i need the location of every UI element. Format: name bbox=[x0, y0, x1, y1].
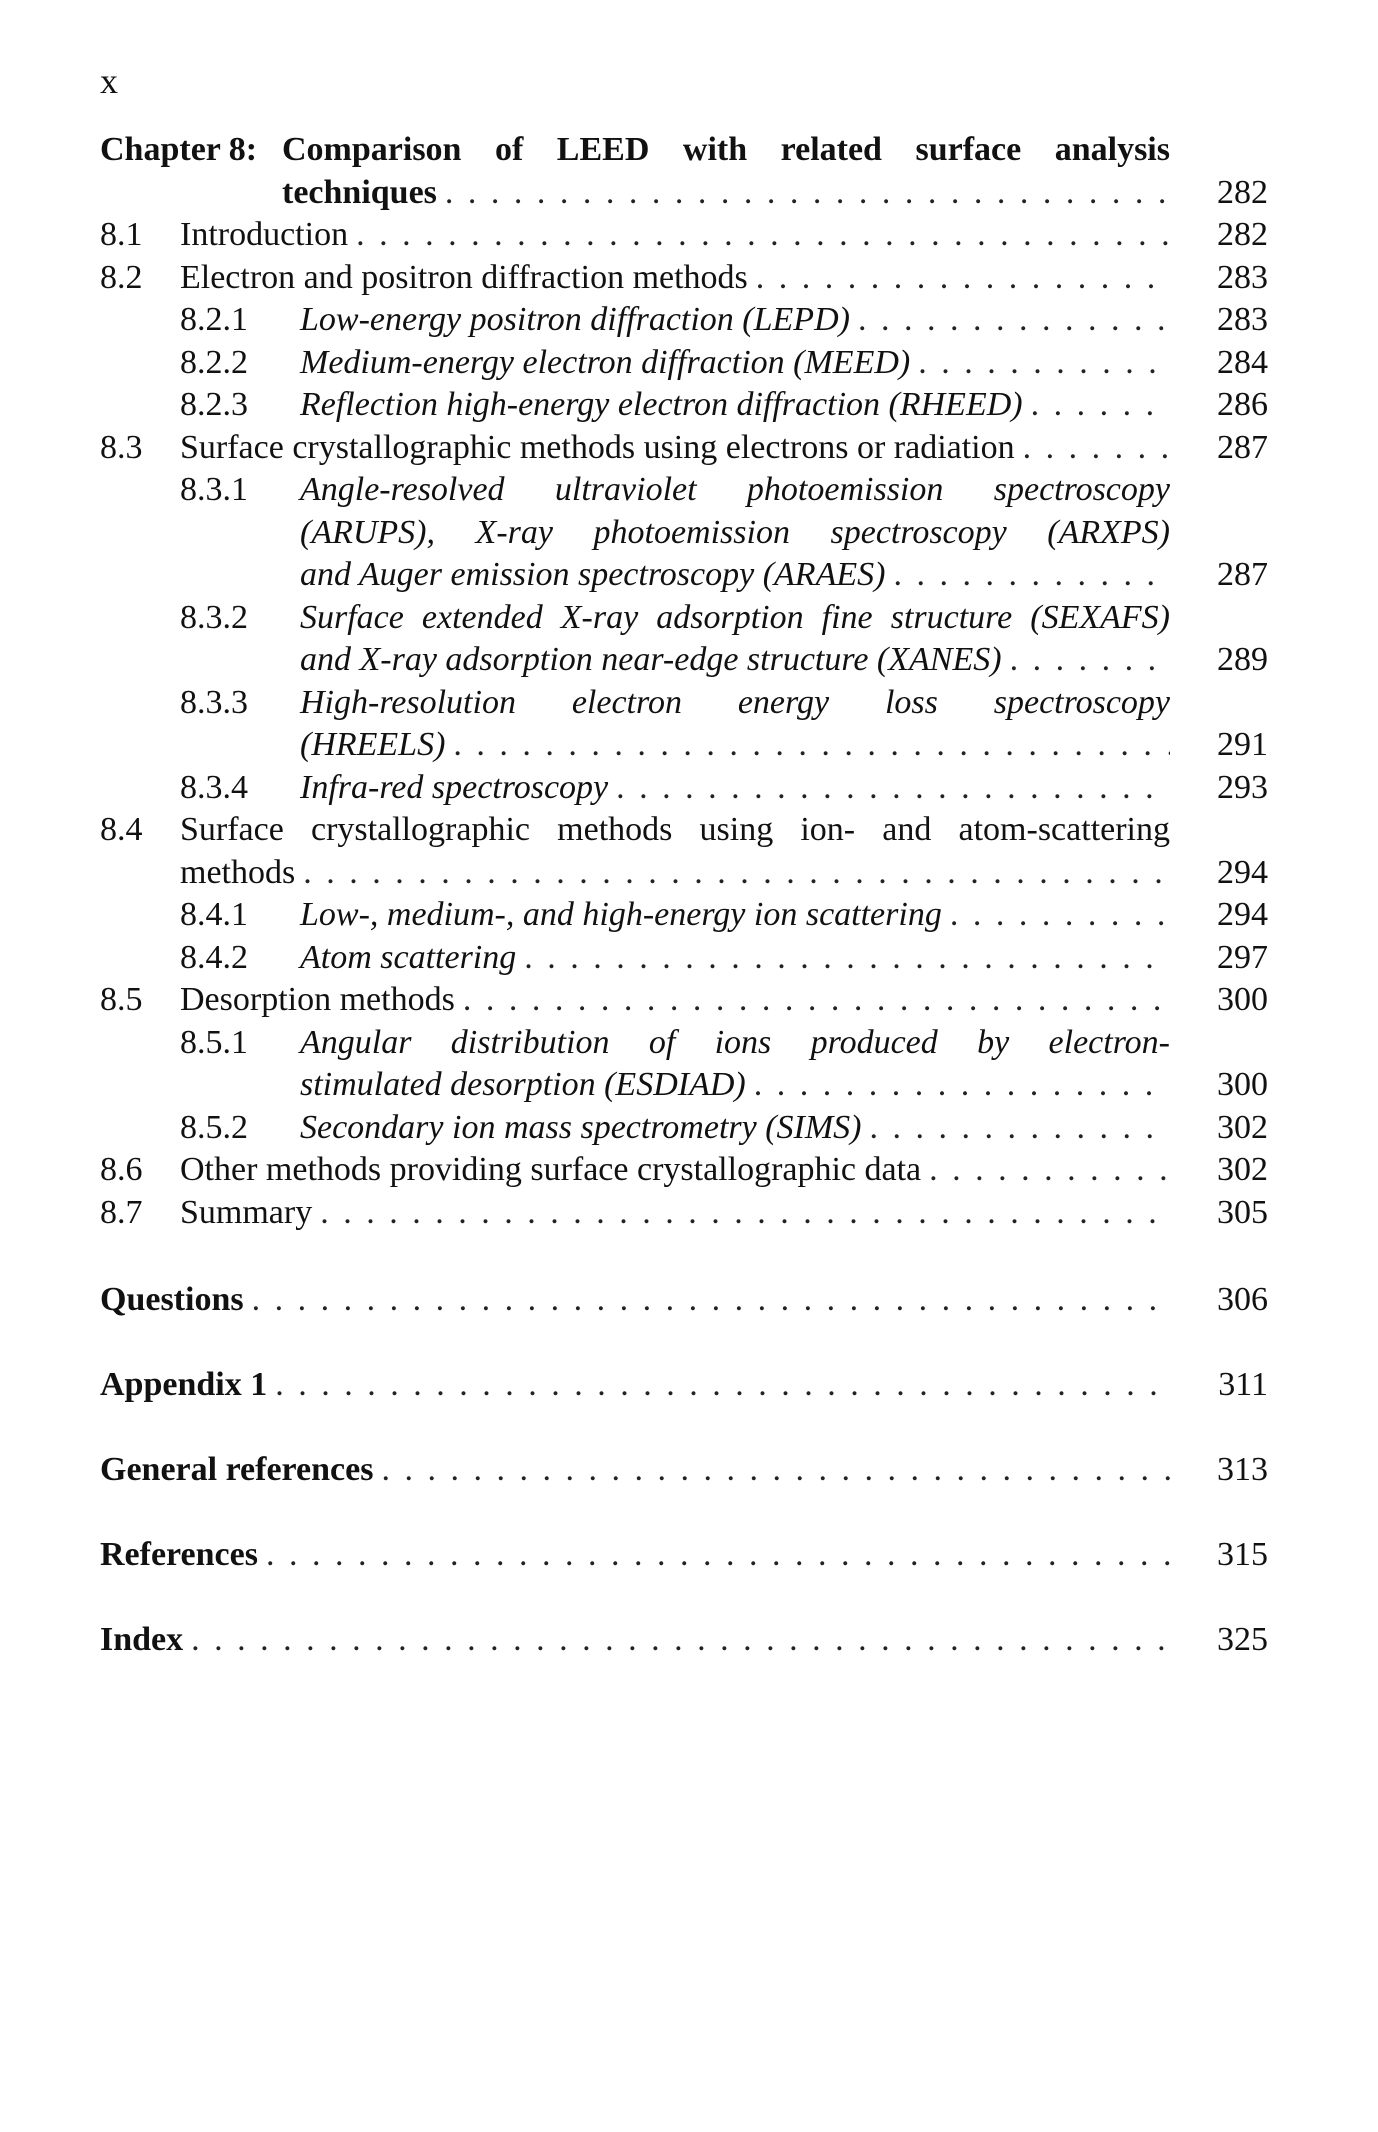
page-ref: 287 bbox=[1217, 428, 1268, 466]
section-title: Secondary ion mass spectrometry (SIMS) bbox=[300, 1108, 862, 1146]
dot-leader bbox=[1023, 427, 1170, 470]
dot-leader bbox=[870, 1107, 1171, 1150]
dot-leader bbox=[616, 767, 1170, 810]
section-title: Electron and positron diffraction methods bbox=[180, 258, 748, 296]
page-ref: 300 bbox=[1217, 1066, 1268, 1103]
section-number: 8.5 bbox=[100, 981, 143, 1018]
table-of-contents bbox=[100, 128, 1268, 1661]
toc-entry-8-2-2 bbox=[100, 342, 1268, 385]
back-matter-title: Questions bbox=[100, 1281, 244, 1318]
page-number: x bbox=[100, 61, 118, 101]
dot-leader bbox=[1010, 639, 1170, 682]
page-ref: 315 bbox=[1217, 1536, 1268, 1573]
section-title: Atom scattering bbox=[300, 938, 517, 976]
section-number: 8.3 bbox=[100, 428, 143, 466]
toc-entry-8-3-1 bbox=[100, 469, 1268, 597]
chapter-page: 282 bbox=[1217, 174, 1268, 211]
dot-leader bbox=[356, 214, 1170, 257]
dot-leader bbox=[303, 852, 1170, 895]
dot-leader bbox=[918, 342, 1170, 385]
page-ref: 300 bbox=[1217, 981, 1268, 1018]
dot-leader bbox=[266, 1534, 1170, 1576]
page-ref: 293 bbox=[1217, 768, 1268, 806]
section-number: 8.2 bbox=[100, 258, 143, 296]
back-matter-title: General references bbox=[100, 1451, 374, 1488]
chapter-heading bbox=[100, 128, 1268, 214]
section-title-line: (ARUPS), X-ray photoemission spectroscopy (ARXPS) bbox=[300, 513, 1170, 551]
page-ref: 286 bbox=[1217, 386, 1268, 423]
chapter-title-line-1: Comparison of LEED with related surface analysis bbox=[282, 131, 1170, 168]
section-title: Introduction bbox=[180, 216, 349, 253]
toc-entry-8-2-1 bbox=[100, 299, 1268, 342]
section-title: Other methods providing surface crystallographic data bbox=[180, 1151, 922, 1188]
section-number: 8.5.2 bbox=[180, 1108, 248, 1146]
section-title-line: and Auger emission spectroscopy (ARAES) bbox=[300, 556, 886, 593]
section-title-line: stimulated desorption (ESDIAD) bbox=[300, 1066, 746, 1103]
toc-entry-8-5 bbox=[100, 979, 1268, 1022]
section-title-line: Angular distribution of ions produced by electron- bbox=[300, 1023, 1170, 1061]
section-title: Desorption methods bbox=[180, 981, 455, 1018]
toc-entry-8-1 bbox=[100, 214, 1268, 257]
section-title: Summary bbox=[180, 1193, 313, 1231]
page-ref: 302 bbox=[1217, 1151, 1268, 1188]
section-number: 8.4 bbox=[100, 811, 143, 848]
page-ref: 283 bbox=[1217, 258, 1268, 296]
section-number: 8.2.1 bbox=[180, 301, 248, 338]
page-ref: 306 bbox=[1217, 1281, 1268, 1318]
dot-leader bbox=[524, 937, 1170, 980]
section-number: 8.4.1 bbox=[180, 896, 248, 933]
toc-general-references bbox=[100, 1449, 1268, 1491]
section-number: 8.3.1 bbox=[180, 471, 248, 508]
section-number: 8.7 bbox=[100, 1193, 143, 1231]
page-ref: 325 bbox=[1217, 1621, 1268, 1658]
dot-leader bbox=[463, 979, 1170, 1022]
section-number: 8.6 bbox=[100, 1151, 143, 1188]
section-title: Low-energy positron diffraction (LEPD) bbox=[300, 301, 850, 338]
chapter-label: Chapter 8: bbox=[100, 131, 258, 168]
toc-entry-8-2-3 bbox=[100, 384, 1268, 427]
section-title-line: methods bbox=[180, 853, 296, 891]
page-ref: 282 bbox=[1217, 216, 1268, 253]
section-number: 8.4.2 bbox=[180, 938, 248, 976]
section-title-line: Angle-resolved ultraviolet photoemission spectroscopy bbox=[300, 471, 1170, 508]
chapter-title-line-2: techniques . . . bbox=[282, 171, 1170, 214]
section-number: 8.1 bbox=[100, 216, 143, 253]
page-ref: 305 bbox=[1217, 1193, 1268, 1231]
dot-leader bbox=[381, 1449, 1170, 1491]
page-ref: 284 bbox=[1217, 343, 1268, 381]
section-title-line: (HREELS) bbox=[300, 726, 446, 763]
dot-leader bbox=[275, 1364, 1170, 1406]
back-matter-title: References bbox=[100, 1536, 258, 1573]
toc-entry-8-3 bbox=[100, 427, 1268, 470]
dot-leader bbox=[1031, 384, 1170, 427]
toc-entry-8-3-3 bbox=[100, 682, 1268, 767]
toc-entry-8-7 bbox=[100, 1192, 1268, 1235]
section-title-line: Surface crystallographic methods using ion- and atom-scattering bbox=[180, 811, 1170, 848]
dot-leader bbox=[320, 1192, 1170, 1235]
toc-references bbox=[100, 1534, 1268, 1576]
toc-entry-8-5-1 bbox=[100, 1022, 1268, 1107]
toc-appendix-1 bbox=[100, 1364, 1268, 1406]
section-title-line: and X-ray adsorption near-edge structure (XANES) bbox=[300, 641, 1002, 678]
dot-leader bbox=[756, 257, 1170, 300]
section-title-line: Surface extended X-ray adsorption fine structure (SEXAFS) bbox=[300, 598, 1170, 636]
section-title-line: High-resolution electron energy loss spectroscopy bbox=[300, 683, 1170, 721]
page-ref: 294 bbox=[1217, 896, 1268, 933]
section-number: 8.2.3 bbox=[180, 386, 248, 423]
toc-entry-8-3-2 bbox=[100, 597, 1268, 682]
page-ref: 313 bbox=[1217, 1451, 1268, 1488]
section-number: 8.3.4 bbox=[180, 768, 248, 806]
section-title: Infra-red spectroscopy bbox=[300, 768, 609, 806]
dot-leader bbox=[445, 171, 1170, 214]
dot-leader bbox=[191, 1619, 1170, 1661]
page-ref: 289 bbox=[1217, 641, 1268, 678]
dot-leader bbox=[858, 299, 1170, 342]
section-number: 8.3.3 bbox=[180, 683, 248, 721]
page-ref: 283 bbox=[1217, 301, 1268, 338]
toc-entry-8-4 bbox=[100, 809, 1268, 894]
section-number: 8.2.2 bbox=[180, 343, 248, 381]
section-title: Reflection high-energy electron diffraction (RHEED) bbox=[300, 386, 1023, 423]
toc-index bbox=[100, 1619, 1268, 1661]
dot-leader bbox=[929, 1149, 1170, 1192]
dot-leader bbox=[754, 1064, 1170, 1107]
section-number: 8.3.2 bbox=[180, 598, 248, 636]
page-ref: 287 bbox=[1217, 556, 1268, 593]
page-ref: 294 bbox=[1217, 853, 1268, 891]
section-number: 8.5.1 bbox=[180, 1023, 248, 1061]
page-ref: 311 bbox=[1218, 1366, 1268, 1403]
dot-leader bbox=[252, 1279, 1170, 1321]
back-matter-title: Index bbox=[100, 1621, 184, 1658]
dot-leader bbox=[950, 894, 1170, 937]
section-title: Medium-energy electron diffraction (MEED) bbox=[300, 343, 911, 381]
toc-entry-8-3-4 bbox=[100, 767, 1268, 810]
section-title: Surface crystallographic methods using electrons or radiation bbox=[180, 428, 1015, 466]
page-ref: 297 bbox=[1217, 938, 1268, 976]
page-ref: 291 bbox=[1217, 726, 1268, 763]
toc-entry-8-4-2 bbox=[100, 937, 1268, 980]
toc-entry-8-5-2 bbox=[100, 1107, 1268, 1150]
back-matter-title: Appendix 1 bbox=[100, 1366, 268, 1403]
toc-entry-8-6 bbox=[100, 1149, 1268, 1192]
toc-questions bbox=[100, 1279, 1268, 1321]
toc-entry-8-4-1 bbox=[100, 894, 1268, 937]
dot-leader bbox=[893, 554, 1170, 597]
page-ref: 302 bbox=[1217, 1108, 1268, 1146]
toc-entry-8-2 bbox=[100, 257, 1268, 300]
dot-leader bbox=[453, 724, 1170, 767]
section-title: Low-, medium-, and high-energy ion scattering bbox=[300, 896, 942, 933]
